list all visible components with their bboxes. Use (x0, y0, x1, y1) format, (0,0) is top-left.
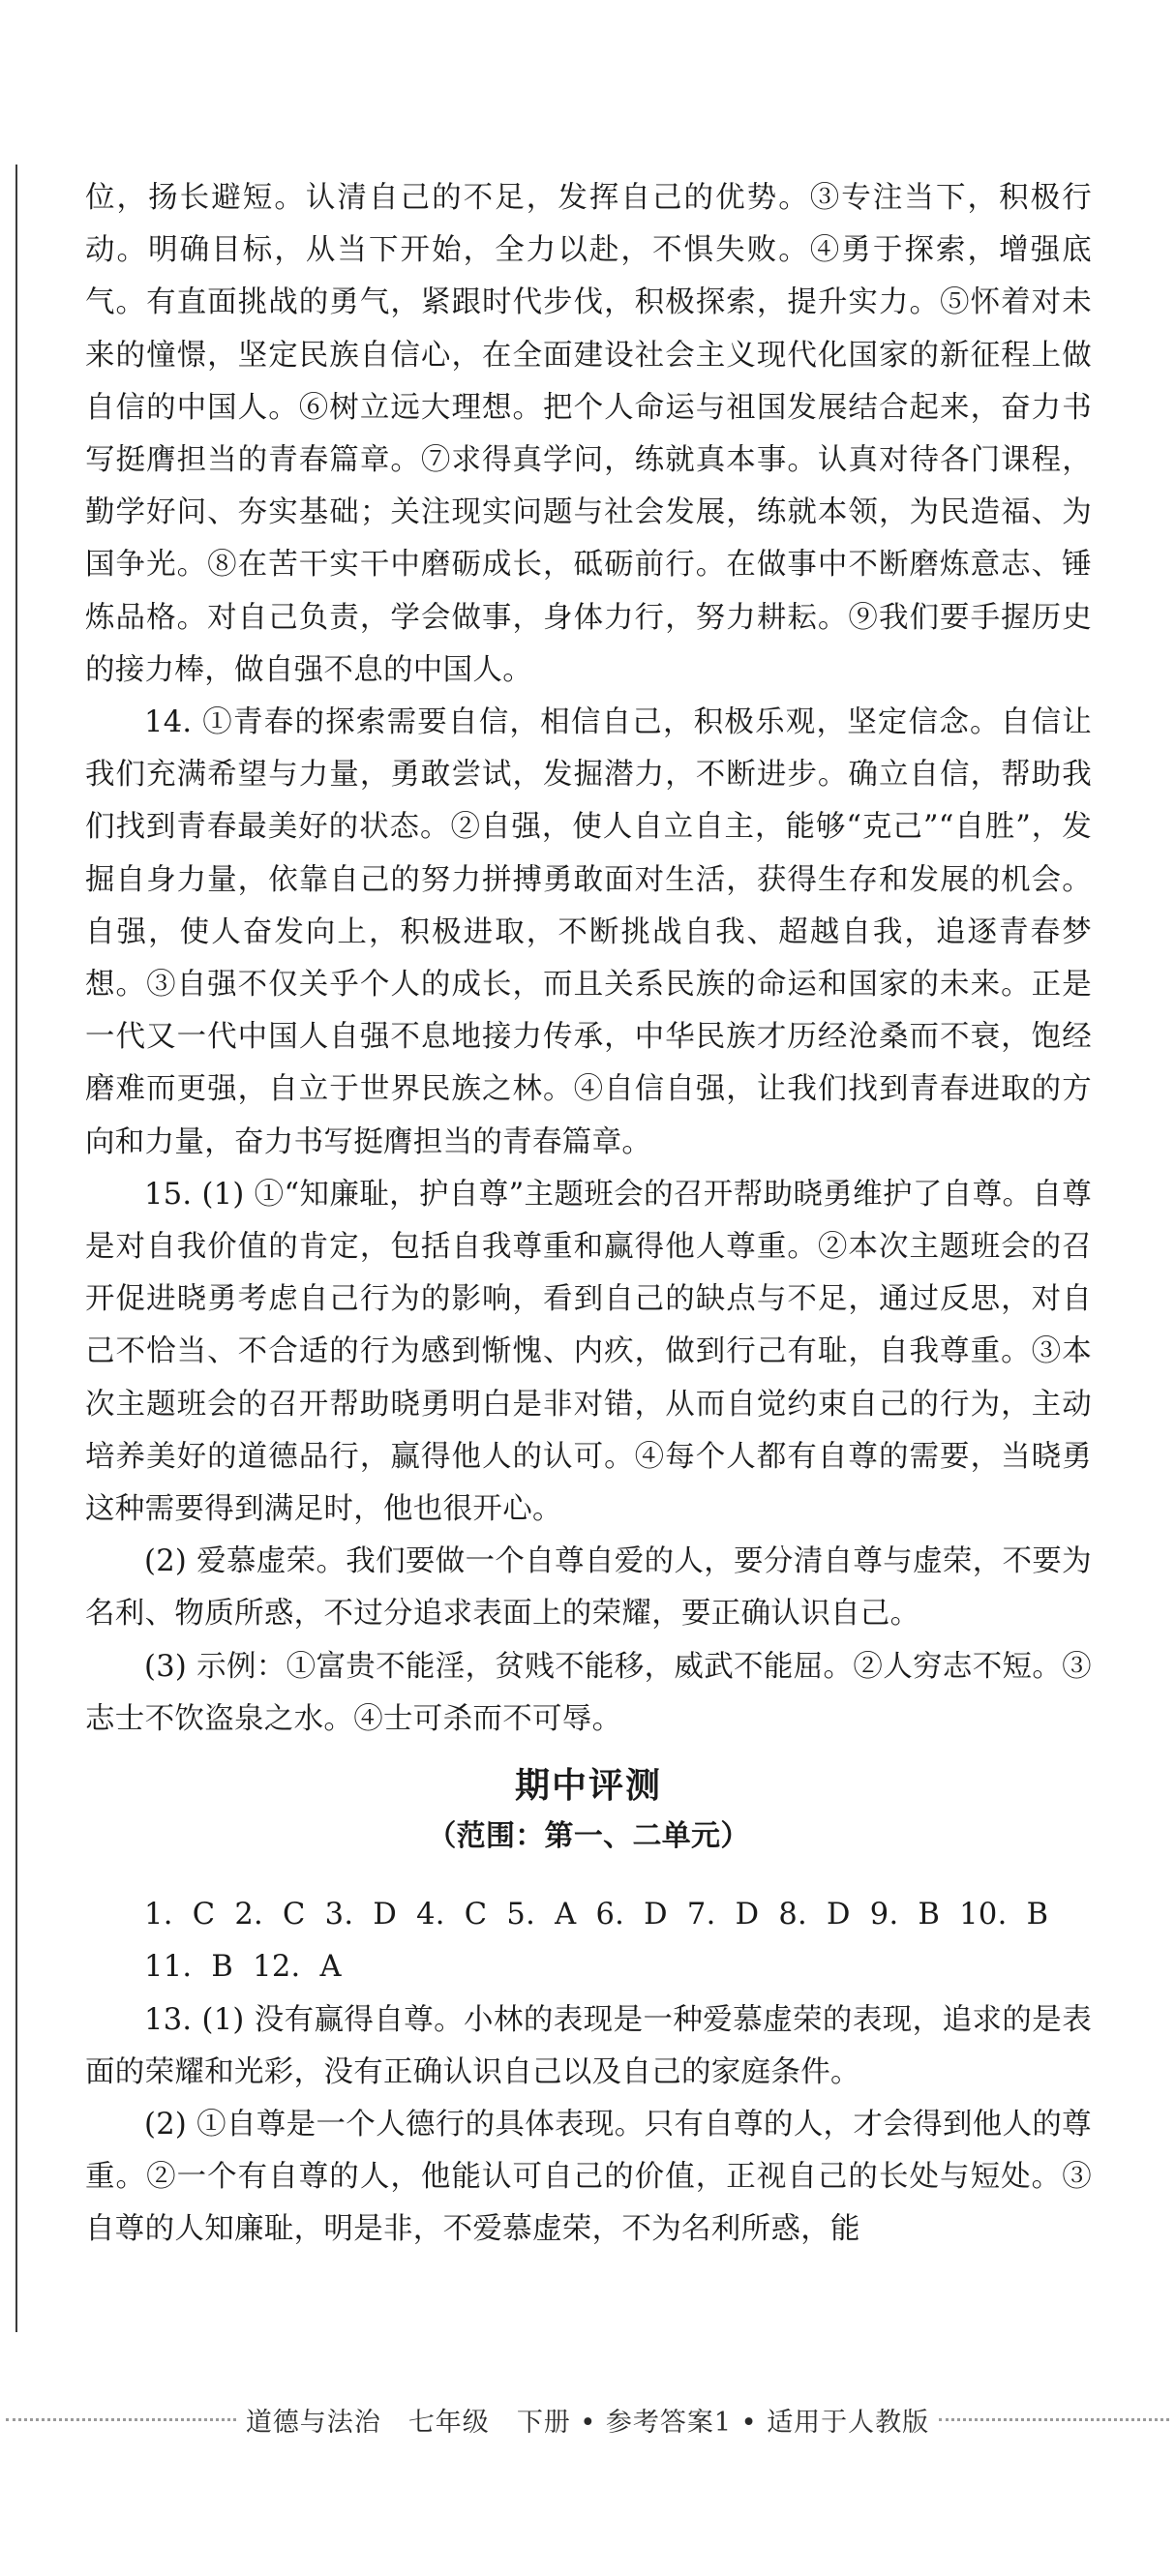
footer-book: 下册 (516, 2407, 571, 2438)
section-subtitle: （范围：第一、二单元） (427, 1819, 750, 1854)
answer-13-2-paragraph: (2) ①自尊是一个人德行的具体表现。只有自尊的人，才会得到他人的尊重。②一个有自尊的人，他能认可自己的价值，正视自己的长处与短处。③自尊的人知廉耻，明是非，不爱慕虚荣，不为名利所惑，能 (85, 2107, 1092, 2247)
answer-15-3-paragraph: (3) 示例：①富贵不能淫，贫贱不能移，威武不能屈。②人穷志不短。③志士不饮盗泉之水。④士可杀而不可辱。 (85, 1649, 1092, 1736)
answer-13-1-paragraph: 13. (1) 没有赢得自尊。小林的表现是一种爱慕虚荣的表现，追求的是表面的荣耀和光彩，没有正确认识自己以及自己的家庭条件。 (85, 2002, 1092, 2089)
page-footer (0, 2400, 1175, 2439)
footer-grade: 七年级 (407, 2407, 490, 2438)
answer-15-2-paragraph: (2) 爱慕虚荣。我们要做一个自尊自爱的人，要分清自尊与虚荣，不要为名利、物质所惑，不过分追求表面上的荣耀，要正确认识自己。 (85, 1544, 1092, 1632)
left-margin-rule (15, 165, 17, 2332)
continuation-paragraph: 位，扬长避短。认清自己的不足，发挥自己的优势。③专注当下，积极行动。明确目标，从当下开始，全力以赴，不惧失败。④勇于探索，增强底气。有直面挑战的勇气，紧跟时代步伐，积极探索，提升实力。⑤怀着对未来的憧憬，坚定民族自信心，在全面建设社会主义现代化国家的新征程上做自信的中国人。⑥树立远大理想。把个人命运与祖国发展结合起来，奋力书写挺膺担当的青春篇章。⑦求得真学问，练就真本事。认真对待各门课程，勤学好问、夯实基础；关注现实问题与社会发展，练就本领，为民造福、为国争光。⑧在苦干实干中磨砺成长，砥砺前行。在做事中不断磨炼意志、锤炼品格。对自己负责，学会做事，身体力行，努力耕耘。⑨我们要手握历史的接力棒，做自强不息的中国人。 (85, 181, 1092, 687)
choice-answers-line-2: 11. B 12. A (144, 1950, 342, 1985)
footer-text: 道德与法治 七年级 下册 • 参考答案1 • 适用于人教版 (245, 2407, 930, 2438)
footer-dotted-rule-right (939, 2418, 1169, 2421)
answer-15-1-paragraph: 15. (1) ①“知廉耻，护自尊”主题班会的召开帮助晓勇维护了自尊。自尊是对自我价值的肯定，包括自我尊重和赢得他人尊重。②本次主题班会的召开促进晓勇考虑自己行为的影响，看到自己的缺点与不足，通过反思，对自己不恰当、不合适的行为感到惭愧、内疚，做到行己有耻，自我尊重。③本次主题班会的召开帮助晓勇明白是非对错，从而自觉约束自己的行为，主动培养美好的道德品行，赢得他人的认可。④每个人都有自尊的需要，当晓勇这种需要得到满足时，他也很开心。 (85, 1177, 1092, 1527)
section-title: 期中评测 (514, 1766, 662, 1807)
footer-edition: 适用于人教版 (767, 2407, 930, 2438)
footer-dotted-rule-left (6, 2418, 236, 2421)
choice-answers-line-1: 1. C 2. C 3. D 4. C 5. A 6. D 7. D 8. D 9. B 10. B (144, 1898, 1049, 1932)
footer-subject: 道德与法治 (245, 2407, 381, 2438)
footer-answers-label: 参考答案1 (605, 2407, 733, 2438)
answer-14-paragraph: 14. ①青春的探索需要自信，相信自己，积极乐观，坚定信念。自信让我们充满希望与力量，勇敢尝试，发掘潜力，不断进步。确立自信，帮助我们找到青春最美好的状态。②自强，使人自立自主，能够“克己”“自胜”，发掘自身力量，依靠自己的努力拼搏勇敢面对生活，获得生存和发展的机会。自强，使人奋发向上，积极进取，不断挑战自我、超越自我，追逐青春梦想。③自强不仅关乎个人的成长，而且关系民族的命运和国家的未来。正是一代又一代中国人自强不息地接力传承，中华民族才历经沧桑而不衰，饱经磨难而更强，自立于世界民族之林。④自信自强，让我们找到青春进取的方向和力量，奋力书写挺膺担当的青春篇章。 (85, 705, 1092, 1159)
answer-content (85, 172, 1092, 2257)
